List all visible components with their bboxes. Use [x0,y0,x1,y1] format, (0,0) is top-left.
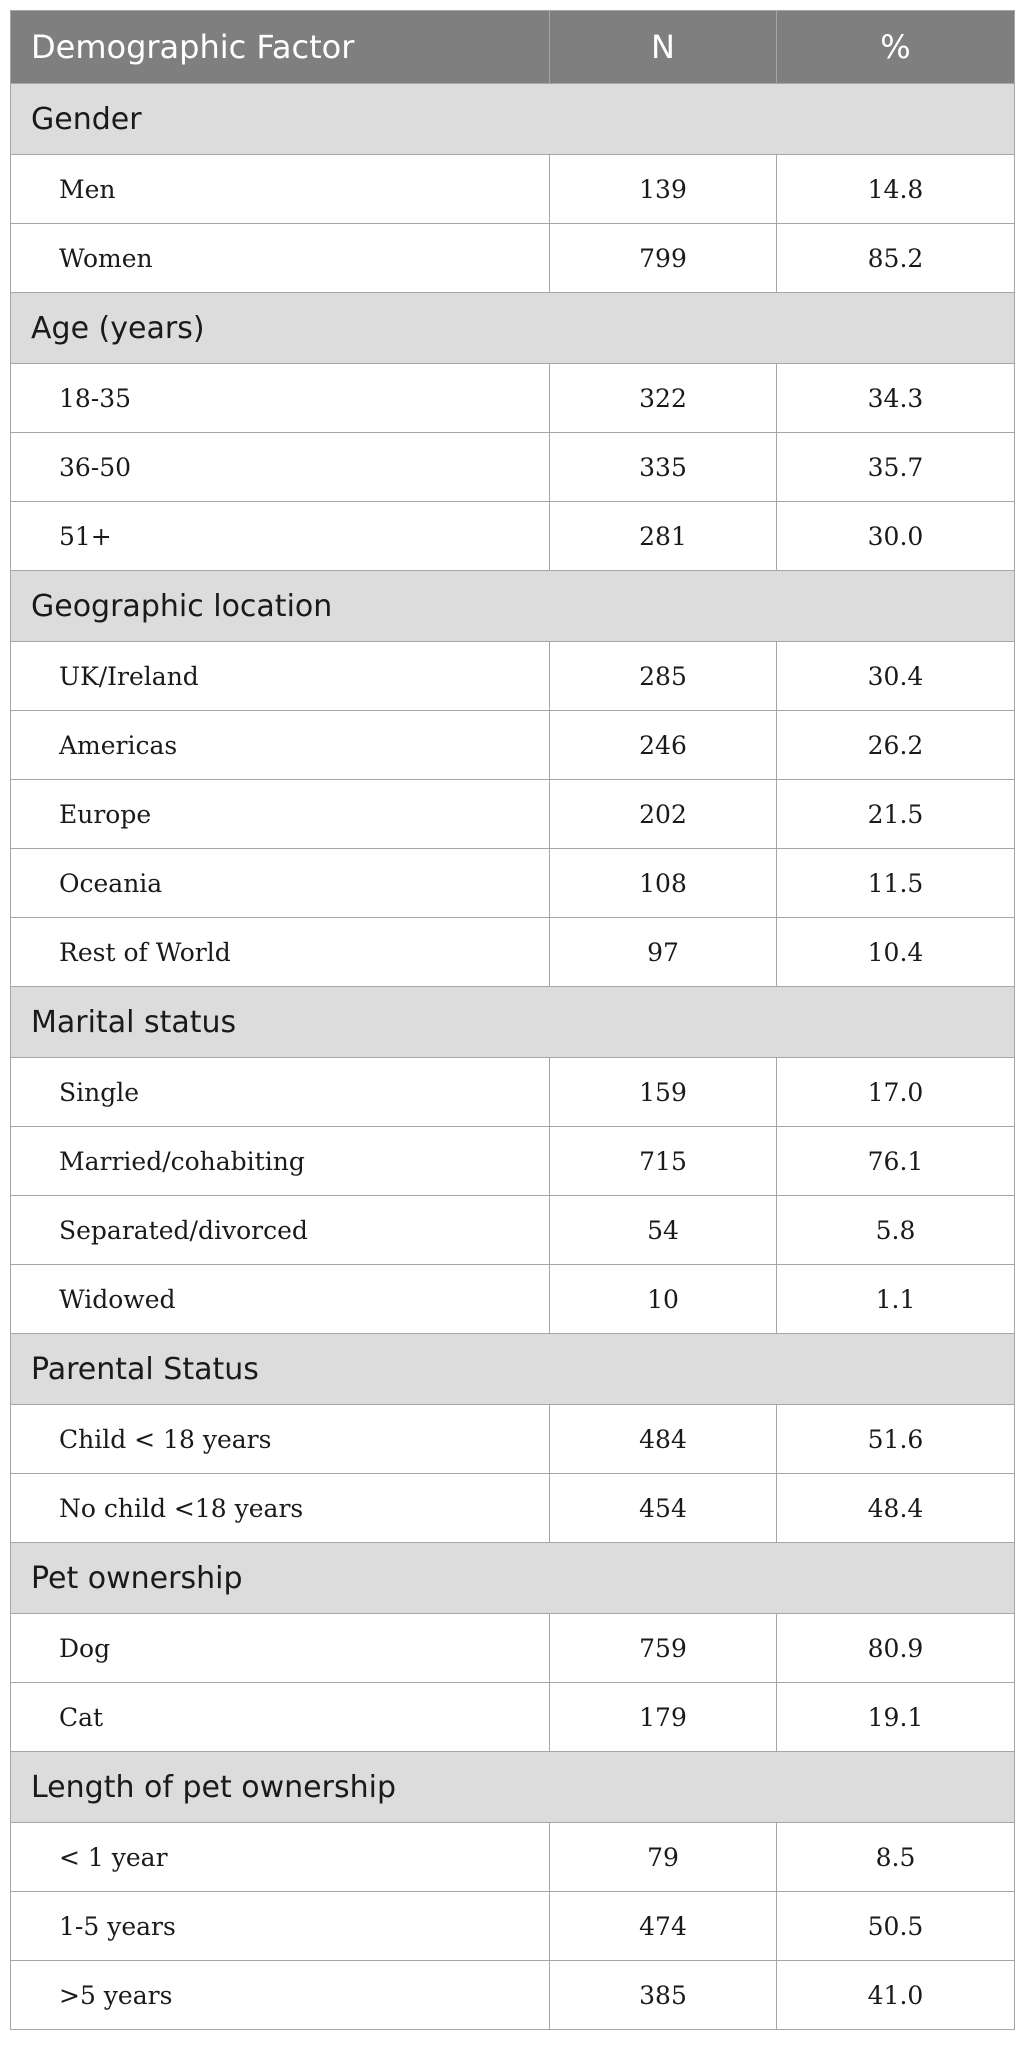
row-label-cell: Oceania [11,849,550,918]
demographics-table-container [10,10,1014,2030]
table-row [11,1405,1015,1474]
table-row [11,1196,1015,1265]
row-n-cell: 484 [550,1405,777,1474]
row-percent-cell: 10.4 [777,918,1015,987]
group-title: Pet ownership [11,1543,1015,1614]
row-percent-cell: 35.7 [777,433,1015,502]
table-row [11,642,1015,711]
row-label-cell: Cat [11,1683,550,1752]
row-label-cell: Americas [11,711,550,780]
row-percent-cell: 14.8 [777,155,1015,224]
table-row [11,1127,1015,1196]
table-row [11,1265,1015,1334]
row-label-cell: Europe [11,780,550,849]
row-label-cell: UK/Ireland [11,642,550,711]
row-percent-cell: 30.0 [777,502,1015,571]
row-label-cell: Child < 18 years [11,1405,550,1474]
table-row [11,1683,1015,1752]
row-n-cell: 454 [550,1474,777,1543]
demographics-table [10,10,1015,2030]
row-percent-cell: 80.9 [777,1614,1015,1683]
group-title: Age (years) [11,293,1015,364]
row-percent-cell: 1.1 [777,1265,1015,1334]
row-percent-cell: 76.1 [777,1127,1015,1196]
row-percent-cell: 19.1 [777,1683,1015,1752]
group-header-row [11,1334,1015,1405]
row-percent-cell: 51.6 [777,1405,1015,1474]
row-n-cell: 281 [550,502,777,571]
group-header-row [11,84,1015,155]
row-n-cell: 202 [550,780,777,849]
row-label-cell: Married/cohabiting [11,1127,550,1196]
table-row [11,155,1015,224]
table-row [11,711,1015,780]
row-n-cell: 179 [550,1683,777,1752]
table-row [11,780,1015,849]
group-title: Length of pet ownership [11,1752,1015,1823]
row-n-cell: 715 [550,1127,777,1196]
row-percent-cell: 8.5 [777,1823,1015,1892]
group-header-row [11,1543,1015,1614]
row-n-cell: 139 [550,155,777,224]
row-percent-cell: 11.5 [777,849,1015,918]
group-header-row [11,571,1015,642]
row-percent-cell: 21.5 [777,780,1015,849]
row-label-cell: 1-5 years [11,1892,550,1961]
row-n-cell: 335 [550,433,777,502]
row-percent-cell: 34.3 [777,364,1015,433]
row-n-cell: 79 [550,1823,777,1892]
row-n-cell: 10 [550,1265,777,1334]
row-percent-cell: 41.0 [777,1961,1015,2030]
table-header [11,11,1015,84]
row-percent-cell: 85.2 [777,224,1015,293]
group-title: Parental Status [11,1334,1015,1405]
header-n: N [550,11,777,84]
row-n-cell: 159 [550,1058,777,1127]
row-percent-cell: 17.0 [777,1058,1015,1127]
row-percent-cell: 48.4 [777,1474,1015,1543]
row-n-cell: 385 [550,1961,777,2030]
table-row [11,1823,1015,1892]
table-row [11,433,1015,502]
table-row [11,1474,1015,1543]
row-n-cell: 97 [550,918,777,987]
row-n-cell: 108 [550,849,777,918]
row-n-cell: 799 [550,224,777,293]
header-row [11,11,1015,84]
row-label-cell: < 1 year [11,1823,550,1892]
table-row [11,502,1015,571]
row-n-cell: 246 [550,711,777,780]
row-label-cell: 51+ [11,502,550,571]
row-percent-cell: 50.5 [777,1892,1015,1961]
table-row [11,1614,1015,1683]
row-percent-cell: 30.4 [777,642,1015,711]
row-label-cell: Dog [11,1614,550,1683]
row-label-cell: Single [11,1058,550,1127]
table-row [11,1961,1015,2030]
group-title: Gender [11,84,1015,155]
row-label-cell: Women [11,224,550,293]
row-label-cell: >5 years [11,1961,550,2030]
row-n-cell: 322 [550,364,777,433]
group-title: Geographic location [11,571,1015,642]
table-row [11,849,1015,918]
group-title: Marital status [11,987,1015,1058]
row-label-cell: Men [11,155,550,224]
row-percent-cell: 5.8 [777,1196,1015,1265]
row-n-cell: 54 [550,1196,777,1265]
row-label-cell: No child <18 years [11,1474,550,1543]
table-row [11,1892,1015,1961]
group-header-row [11,1752,1015,1823]
row-n-cell: 474 [550,1892,777,1961]
table-row [11,1058,1015,1127]
group-header-row [11,293,1015,364]
row-label-cell: Separated/divorced [11,1196,550,1265]
header-demographic-factor: Demographic Factor [11,11,550,84]
table-body [11,84,1015,2030]
row-label-cell: 18-35 [11,364,550,433]
table-row [11,224,1015,293]
row-label-cell: Widowed [11,1265,550,1334]
header-percent: % [777,11,1015,84]
row-n-cell: 759 [550,1614,777,1683]
group-header-row [11,987,1015,1058]
row-percent-cell: 26.2 [777,711,1015,780]
table-row [11,918,1015,987]
row-label-cell: Rest of World [11,918,550,987]
row-label-cell: 36-50 [11,433,550,502]
row-n-cell: 285 [550,642,777,711]
table-row [11,364,1015,433]
